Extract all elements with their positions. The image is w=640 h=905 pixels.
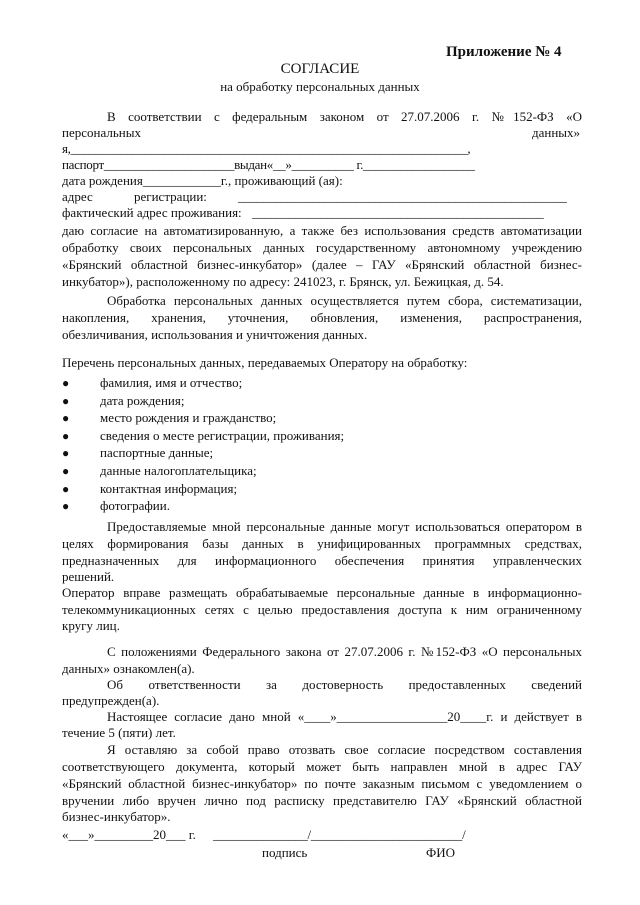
- list-item-label: место рождения и гражданство;: [100, 410, 277, 426]
- list-item: [62, 410, 344, 428]
- revoke-line: Я оставляю за собой право отозвать свое согласие посредством составления: [107, 742, 582, 757]
- usage-line: решений.: [62, 569, 115, 584]
- list-item: [62, 481, 344, 499]
- operator-line: телекоммуникационных сетях с целью предоставления доступа к ним ограниченному: [62, 602, 582, 617]
- revoke-line: вручении либо вручен лично под расписку представителю ГАУ «Брянский областной: [62, 793, 582, 808]
- birthdate-field[interactable]: дата рождения____________г., проживающий (ая):: [62, 173, 343, 188]
- bullet-icon: ●: [62, 393, 70, 408]
- list-item: [62, 375, 344, 393]
- intro-personal-word: персональных: [62, 125, 141, 140]
- consent-line: инкубатор»), расположенному по адресу: 241023, г. Брянск, ул. Бежицкая, д. 54.: [62, 274, 504, 289]
- signature-field[interactable]: _______________/________________________/: [213, 827, 466, 842]
- registration-address-field[interactable]: _____________________________________________________: [238, 189, 567, 204]
- processing-line: накопления, хранения, уточнения, обновления, изменения, распространения,: [62, 310, 582, 325]
- acknowledge-line: данных» ознакомлен(а).: [62, 661, 195, 676]
- validity-line: течение 5 (пяти) лет.: [62, 725, 176, 740]
- revoke-line: «Брянский областной бизнес-инкубатор» по почте заказным письмом с уведомлением о: [62, 776, 582, 791]
- operator-line: Оператор вправе размещать обрабатываемые персональные данные в информационно-: [62, 585, 582, 600]
- intro-data-word: данных»: [532, 125, 581, 140]
- bullet-icon: ●: [62, 376, 70, 390]
- usage-line: целях формирования базы данных в унифицированных программных средствах,: [62, 536, 582, 551]
- list-item: [62, 393, 344, 411]
- actual-address-field[interactable]: _______________________________________________: [252, 205, 544, 220]
- validity-line: Настоящее согласие дано мной «____»_________________20____г. и действует в: [107, 709, 582, 724]
- actual-address-label: фактический адрес проживания:: [62, 205, 242, 220]
- bullet-icon: ●: [62, 428, 70, 443]
- list-item-label: сведения о месте регистрации, проживания;: [100, 427, 345, 443]
- name-field[interactable]: я,________________________________________________________________,: [62, 141, 471, 156]
- operator-line: кругу лиц.: [62, 618, 120, 633]
- bullet-icon: ●: [62, 481, 70, 496]
- signature-date-field[interactable]: «___»_________20___ г.: [62, 827, 196, 842]
- consent-line: даю согласие на автоматизированную, а также без использования средств автоматизации: [62, 223, 582, 238]
- processing-line: обезличивания, использования и уничтожения данных.: [62, 327, 368, 342]
- list-item-label: фотографии.: [100, 498, 170, 514]
- list-item: [62, 498, 344, 516]
- bullet-icon: ●: [62, 411, 70, 426]
- list-item-label: контактная информация;: [100, 480, 238, 496]
- acknowledge-line: С положениями Федерального закона от 27.07.2006 г. №152-ФЗ «О персональных: [107, 644, 582, 659]
- usage-line: Предоставляемые мной персональные данные могут использоваться оператором в: [107, 519, 582, 534]
- passport-field[interactable]: паспорт_____________________выдан«__»__________ г.__________________: [62, 157, 475, 172]
- usage-line: предназначенных для информационного обеспечения принятия управленческих: [62, 553, 582, 568]
- appendix-number: Приложение № 4: [446, 44, 562, 60]
- document-subtitle: на обработку персональных данных: [220, 79, 420, 94]
- bullet-icon: ●: [62, 463, 70, 478]
- consent-line: «Брянский областной бизнес-инкубатор» (далее – ГАУ «Брянский областной бизнес-: [62, 257, 582, 272]
- responsibility-line: Об ответственности за достоверность предоставленных сведений: [107, 677, 582, 692]
- document-title: СОГЛАСИЕ: [280, 61, 360, 77]
- signature-label: подпись: [262, 845, 308, 860]
- list-item-label: данные налогоплательщика;: [100, 462, 257, 478]
- processing-line: Обработка персональных данных осуществляется путем сбора, систематизации,: [107, 293, 582, 308]
- list-item: [62, 463, 344, 481]
- consent-line: обработку своих персональных данных государственному автономному учреждению: [62, 240, 582, 255]
- bullet-icon: ●: [62, 446, 70, 461]
- revoke-line: бизнес-инкубатор».: [62, 809, 171, 824]
- list-item: [62, 428, 344, 446]
- list-item-label: дата рождения;: [100, 392, 185, 408]
- responsibility-line: предупрежден(а).: [62, 693, 160, 708]
- registration-label: регистрации:: [134, 189, 207, 204]
- revoke-line: соответствующего документа, который может быть направлен мной в адрес ГАУ: [62, 759, 582, 774]
- list-item: [62, 445, 344, 463]
- bullet-icon: ●: [62, 499, 70, 514]
- full-name-label: ФИО: [426, 845, 456, 860]
- personal-data-list: [62, 375, 344, 516]
- list-heading: Перечень персональных данных, передаваемых Оператору на обработку:: [62, 355, 468, 370]
- address-label: адрес: [62, 189, 93, 204]
- list-item-label: паспортные данные;: [100, 445, 214, 461]
- list-item-label: фамилия, имя и отчество;: [100, 375, 243, 390]
- intro-line: В соответствии с федеральным законом от 27.07.2006 г. №152-ФЗ «О: [107, 109, 582, 124]
